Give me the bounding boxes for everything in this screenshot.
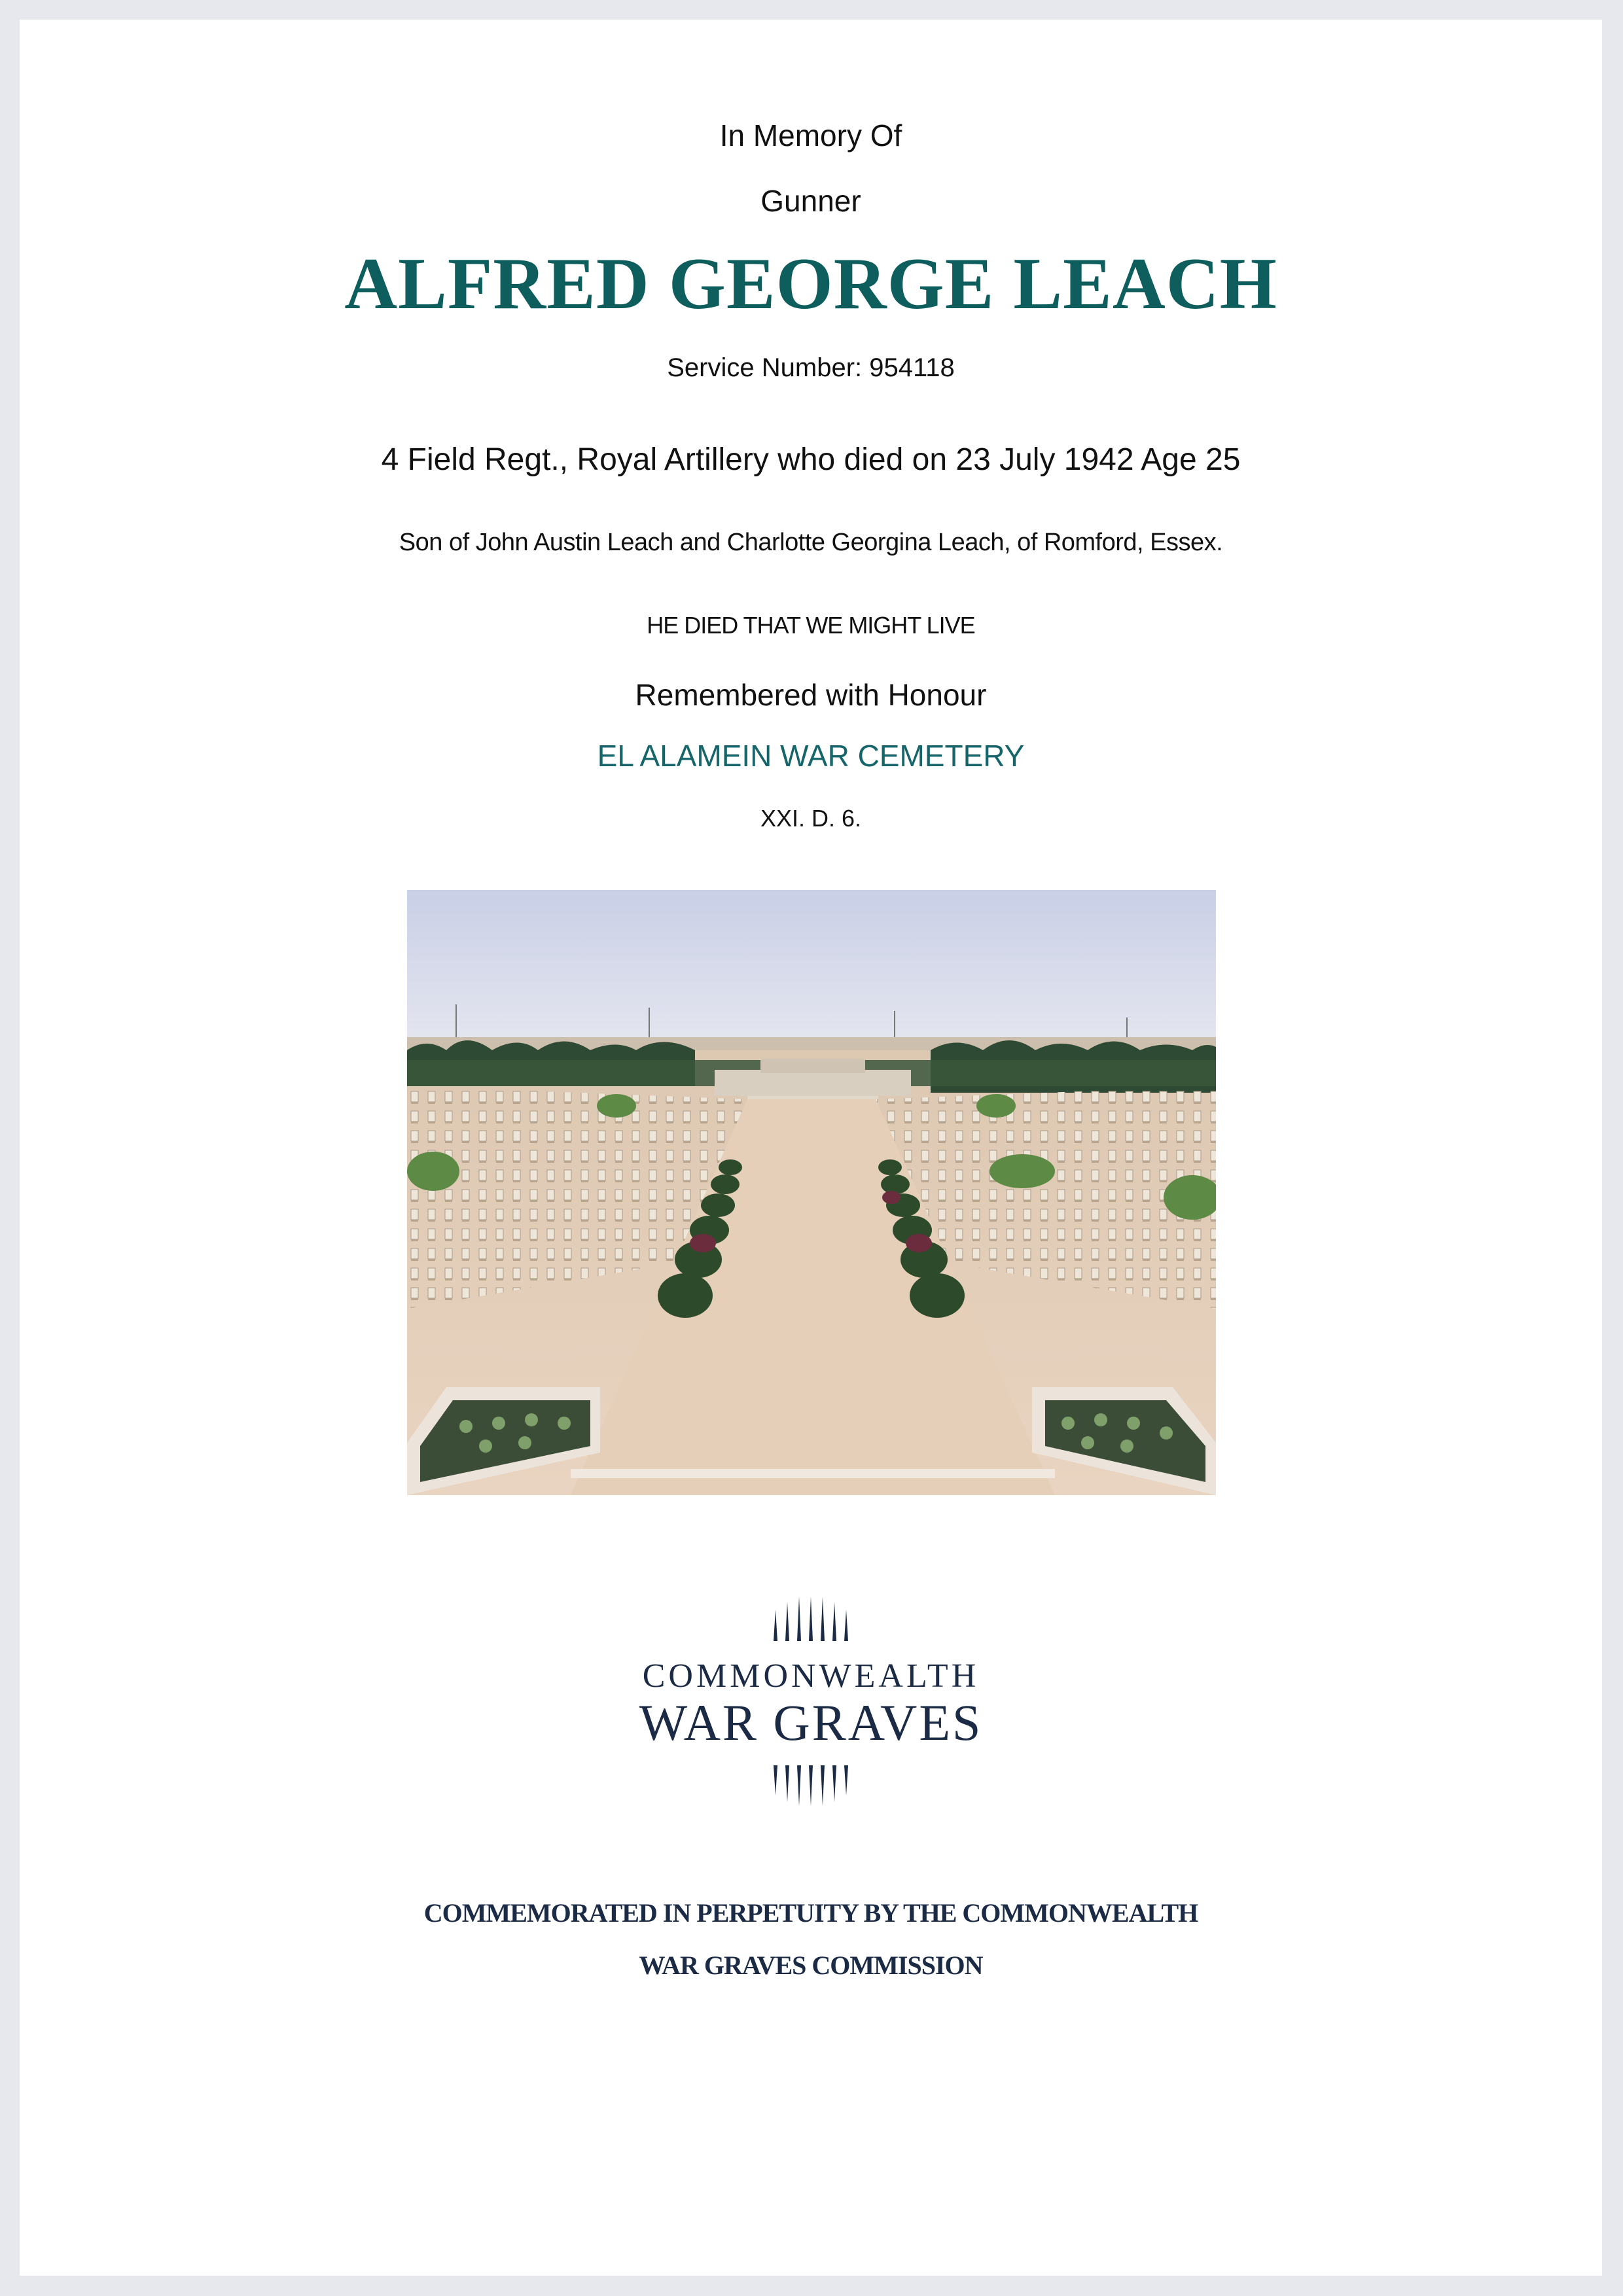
rank-text: Gunner — [760, 184, 861, 218]
cemetery-name: EL ALAMEIN WAR CEMETERY — [597, 739, 1025, 773]
logo-line-commonwealth: COMMONWEALTH — [642, 1657, 980, 1695]
soldier-name: ALFRED GEORGE LEACH — [344, 243, 1277, 325]
commemoration-line-1: COMMEMORATED IN PERPETUITY BY THE COMMONWEALTH — [423, 1898, 1198, 1928]
cwgc-logo — [20, 1597, 1602, 1806]
cemetery-photo-illustration — [407, 890, 1216, 1495]
grave-reference: XXI. D. 6. — [760, 805, 862, 832]
intro-text: In Memory Of — [719, 118, 902, 152]
logo-line-war-graves: WAR GRAVES — [639, 1694, 983, 1751]
family-text: Son of John Austin Leach and Charlotte Georgina Leach, of Romford, Essex. — [399, 529, 1223, 556]
logo-top-bars-icon — [771, 1597, 851, 1641]
epitaph-text: HE DIED THAT WE MIGHT LIVE — [647, 612, 975, 639]
unit-line: 4 Field Regt., Royal Artillery who died on 23 July 1942 Age 25 — [381, 442, 1241, 477]
commemoration-line-2: WAR GRAVES COMMISSION — [639, 1951, 983, 1980]
cemetery-photo — [407, 890, 1216, 1495]
logo-bottom-bars-icon — [771, 1765, 851, 1806]
service-number: Service Number: 954118 — [667, 353, 955, 382]
remembered-text: Remembered with Honour — [635, 678, 987, 712]
certificate-page — [20, 20, 1602, 2276]
